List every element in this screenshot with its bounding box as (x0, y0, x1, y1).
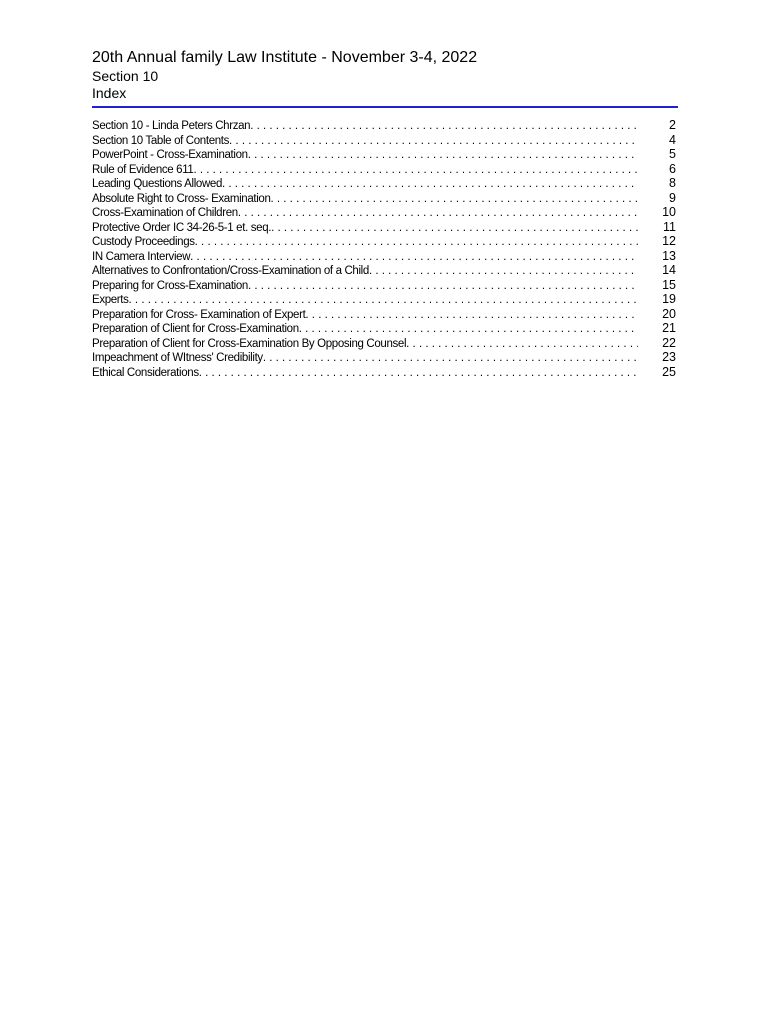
toc-entry[interactable] (92, 321, 676, 336)
toc-entry-page: 23 (662, 350, 676, 364)
document-title: 20th Annual family Law Institute - November 3-4, 2022 (92, 49, 478, 66)
toc-entry-page: 22 (662, 335, 676, 350)
toc-entry-page: 4 (669, 132, 676, 147)
toc-dot-leader (271, 221, 638, 236)
toc-entry-page: 2 (669, 118, 676, 132)
toc-dot-leader (195, 235, 638, 250)
section-label: Section 10 (92, 68, 159, 84)
toc-entry-title: Impeachment of WItness' Credibility (92, 352, 263, 364)
toc-entry-page: 15 (662, 277, 676, 292)
toc-entry-page: 14 (662, 263, 676, 277)
toc-dot-leader (190, 250, 638, 265)
toc-entry[interactable] (92, 133, 676, 148)
toc-entry-title: Ethical Considerations (92, 366, 199, 379)
toc-dot-leader (369, 264, 638, 279)
toc-entry[interactable] (92, 336, 676, 351)
toc-entry-title: Section 10 Table of Contents (92, 134, 230, 147)
toc-entry-title: Preparing for Cross-Examination (92, 279, 248, 292)
toc-entry[interactable] (92, 365, 676, 380)
toc-entry-page: 10 (662, 205, 676, 219)
toc-entry-page: 11 (663, 219, 676, 234)
toc-entry[interactable] (92, 249, 676, 264)
toc-entry-page: 8 (669, 176, 676, 190)
toc-entry[interactable] (92, 234, 676, 249)
toc-entry-page: 9 (669, 190, 676, 205)
toc-entry-title: Alternatives to Confrontation/Cross-Examination of a Child (92, 265, 369, 277)
toc-dot-leader (406, 337, 638, 352)
toc-entry[interactable] (92, 350, 676, 365)
toc-entry[interactable] (92, 205, 676, 220)
toc-entry[interactable] (92, 278, 676, 293)
toc-entry-title: Preparation of Client for Cross-Examination By Opposing Counsel (92, 337, 407, 350)
toc-entry-page: 21 (662, 321, 676, 335)
toc-entry-page: 13 (662, 248, 676, 263)
toc-dot-leader (250, 119, 638, 134)
toc-dot-leader (193, 163, 638, 178)
toc-entry-title: PowerPoint - Cross-Examination (92, 149, 248, 161)
toc-entry-title: Custody Proceedings (92, 236, 195, 248)
toc-dot-leader (229, 134, 638, 149)
toc-dot-leader (129, 293, 638, 308)
header-divider (92, 106, 678, 108)
toc-dot-leader (263, 351, 638, 366)
toc-entry[interactable] (92, 162, 676, 177)
toc-entry[interactable] (92, 263, 676, 278)
toc-dot-leader (248, 148, 638, 163)
toc-entry-title: Leading Questions Allowed (92, 178, 222, 190)
toc-entry-title: Rule of Evidence 611 (92, 163, 194, 176)
toc-entry[interactable] (92, 220, 676, 235)
toc-entry-page: 5 (669, 147, 676, 161)
toc-entry-page: 12 (662, 234, 676, 248)
toc-entry-title: Preparation of Client for Cross-Examination (92, 323, 299, 335)
toc-entry-page: 19 (662, 292, 676, 306)
toc-dot-leader (248, 279, 638, 294)
toc-entry-title: Absolute Right to Cross- Examination (92, 192, 271, 205)
index-label: Index (92, 85, 127, 101)
toc-entry-title: Preparation for Cross- Examination of Expert (92, 308, 306, 321)
toc-entry[interactable] (92, 176, 676, 191)
toc-dot-leader (299, 322, 638, 337)
toc-entry-title: IN Camera Interview (92, 250, 191, 263)
toc-dot-leader (271, 192, 638, 207)
toc-dot-leader (238, 206, 638, 221)
toc-entry-title: Experts (92, 294, 129, 306)
toc-entry-title: Section 10 - Linda Peters Chrzan (92, 120, 251, 132)
toc-entry-page: 25 (662, 364, 676, 379)
toc-dot-leader (222, 177, 638, 192)
toc-entry-page: 6 (669, 161, 676, 176)
toc-entry-title: Protective Order IC 34-26-5-1 et. seq. (92, 221, 272, 234)
toc-entry-title: Cross-Examination of Children (92, 207, 238, 219)
toc-dot-leader (305, 308, 638, 323)
toc-entry[interactable] (92, 307, 676, 322)
toc-dot-leader (199, 366, 638, 381)
document-header (92, 48, 678, 102)
toc-entry[interactable] (92, 292, 676, 307)
toc-entry[interactable] (92, 118, 676, 133)
toc-entry[interactable] (92, 191, 676, 206)
table-of-contents (92, 118, 676, 379)
toc-entry-page: 20 (662, 306, 676, 321)
toc-entry[interactable] (92, 147, 676, 162)
